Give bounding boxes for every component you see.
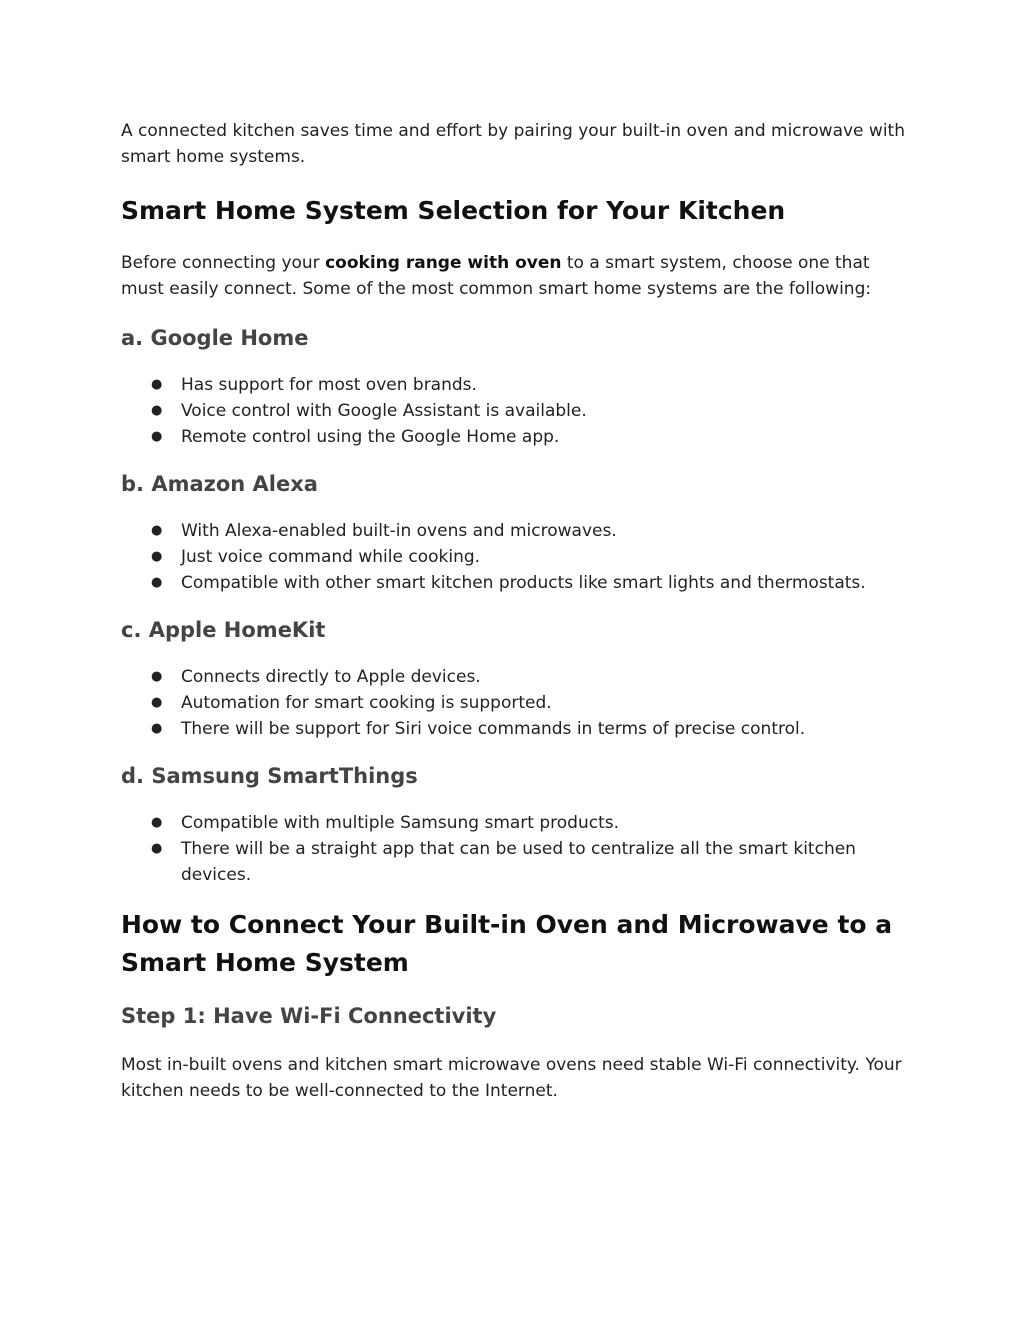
section-heading-how-to-connect: How to Connect Your Built-in Oven and Microwave to a Smart Home System: [121, 910, 893, 977]
apple-homekit-list: [121, 664, 911, 742]
list-item: ● Remote control using the Google Home app.: [121, 424, 911, 450]
selection-text-end: to a smart system, choose one that must easily connect. Some of the most common smart home systems are the following:: [121, 253, 872, 299]
samsung-smartthings-list: [121, 810, 911, 888]
amazon-alexa-list: [121, 518, 911, 596]
list-item: ● Just voice command while cooking.: [121, 544, 911, 570]
list-item: ● Voice control with Google Assistant is available.: [121, 398, 911, 424]
intro-paragraph: A connected kitchen saves time and effort by pairing your built-in oven and microwave with smart home systems.: [121, 121, 905, 167]
section-heading-system-selection: Smart Home System Selection for Your Kitchen: [121, 196, 786, 225]
list-item: ● With Alexa-enabled built-in ovens and microwaves.: [121, 518, 911, 544]
step-1-paragraph: Most in-built ovens and kitchen smart microwave ovens need stable Wi-Fi connectivity. Your kitchen needs to be well-connected to the Internet.: [121, 1055, 902, 1101]
list-item: ● There will be support for Siri voice commands in terms of precise control.: [121, 716, 911, 742]
document-page: [121, 118, 911, 1104]
subheading-apple-homekit: c. Apple HomeKit: [121, 618, 326, 642]
selection-text-start: Before connecting your: [121, 253, 326, 273]
list-item: ● Automation for smart cooking is supported.: [121, 690, 911, 716]
list-item: ● Compatible with multiple Samsung smart products.: [121, 810, 911, 836]
list-item: ● Connects directly to Apple devices.: [121, 664, 911, 690]
subheading-amazon-alexa: b. Amazon Alexa: [121, 472, 318, 496]
google-home-list: [121, 372, 911, 450]
selection-link-text: cooking range with oven: [325, 253, 562, 273]
selection-paragraph: [121, 250, 911, 302]
list-item: ● There will be a straight app that can be used to centralize all the smart kitchen devices.: [121, 836, 911, 888]
list-item: ● Has support for most oven brands.: [121, 372, 911, 398]
list-item: ● Compatible with other smart kitchen products like smart lights and thermostats.: [121, 570, 911, 596]
subheading-samsung-smartthings: d. Samsung SmartThings: [121, 764, 418, 788]
subheading-google-home: a. Google Home: [121, 326, 309, 350]
subheading-step-1: Step 1: Have Wi-Fi Connectivity: [121, 1004, 497, 1028]
